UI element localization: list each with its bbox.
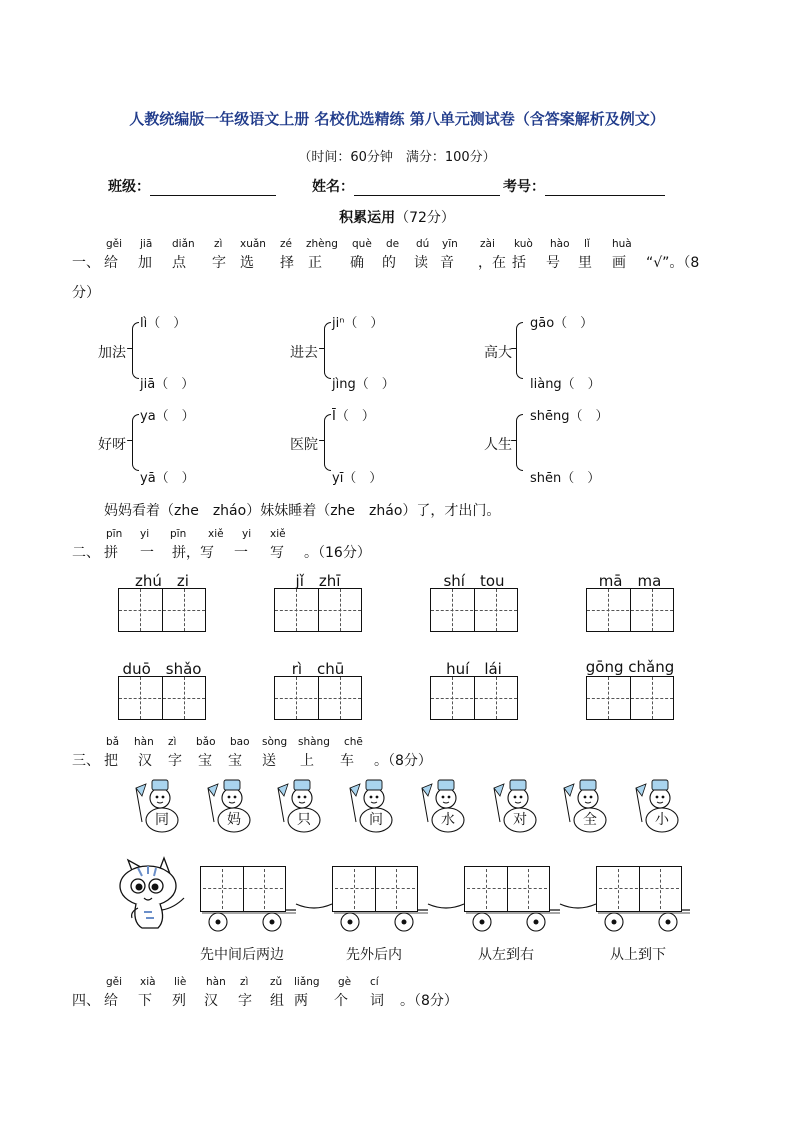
q3-char: 把 — [104, 753, 118, 769]
grid-guide — [396, 869, 397, 909]
q1-char: 字 — [212, 255, 226, 271]
q1-char: 确 — [350, 255, 364, 271]
tian-grid[interactable] — [430, 676, 518, 720]
grid-guide — [275, 610, 361, 611]
q1-pinyin: zhèng — [306, 238, 338, 250]
q3-char: 字 — [168, 753, 182, 769]
q1-word: 人生 — [484, 437, 512, 453]
q1-pinyin: kuò — [514, 238, 533, 250]
q1-pinyin: huà — [612, 238, 632, 250]
q4-pinyin: liè — [174, 976, 187, 988]
exam-no-blank[interactable] — [545, 181, 665, 196]
train-car-grid[interactable] — [596, 866, 682, 912]
q3-pinyin: bǎ — [106, 736, 120, 748]
q2-pinyin: xiě — [270, 528, 286, 540]
q1-option-bottom[interactable]: liàng（ ） — [530, 377, 601, 392]
q1-pinyin: zé — [280, 238, 292, 250]
grid-divider — [639, 867, 640, 911]
q1-word: 医院 — [290, 437, 318, 453]
grid-guide — [660, 869, 661, 909]
q3-char: 车 — [340, 753, 354, 769]
q1-pinyin: zài — [480, 238, 495, 250]
q1-option-top[interactable]: Ī（ ） — [332, 409, 375, 424]
grid-guide — [335, 888, 415, 889]
q2-char: 。（16分） — [304, 545, 371, 561]
q2-pinyin-word: huí lái — [446, 660, 502, 678]
train-car-grid[interactable] — [332, 866, 418, 912]
q2-pinyin: yi — [140, 528, 150, 540]
q2-char: 写 — [270, 545, 284, 561]
snowman-character[interactable]: 全 — [583, 812, 597, 828]
q1-option-bottom[interactable]: shēn（ ） — [530, 471, 601, 486]
q1-number: 一、 — [72, 255, 100, 271]
tian-grid[interactable] — [274, 588, 362, 632]
q4-pinyin: gè — [338, 976, 352, 988]
q1-pinyin: gěi — [106, 238, 123, 250]
grid-divider — [375, 867, 376, 911]
name-field — [312, 176, 500, 196]
q1-char: 括 — [512, 255, 526, 271]
q1-option-bottom[interactable]: yā（ ） — [140, 471, 195, 486]
q4-char: 给 — [104, 993, 118, 1009]
q4-char: 两 — [294, 993, 308, 1009]
class-label: 班级： — [108, 179, 150, 195]
q4-char: 字 — [238, 993, 252, 1009]
brace-top — [516, 322, 523, 349]
q1-char: ，在 — [478, 255, 506, 271]
grid-guide — [354, 869, 355, 909]
snowman-character[interactable]: 水 — [441, 812, 455, 828]
q1-word: 高大 — [484, 345, 512, 361]
q4-pinyin: liǎng — [294, 976, 320, 988]
section-title: 积累运用 — [339, 210, 396, 226]
q4-char: 下 — [138, 993, 152, 1009]
tian-grid[interactable] — [274, 676, 362, 720]
name-blank[interactable] — [354, 181, 500, 196]
q1-option-bottom[interactable]: jìng（ ） — [332, 377, 395, 392]
q2-pinyin-word: zhú zi — [135, 572, 189, 590]
q1-pinyin: hào — [550, 238, 570, 250]
brace-bottom — [132, 440, 139, 471]
q2-pinyin-word: rì chū — [291, 660, 345, 678]
q1-option-top[interactable]: shēng（ ） — [530, 409, 609, 424]
q3-number: 三、 — [72, 753, 100, 769]
q2-pinyin: xiě — [208, 528, 224, 540]
grid-divider — [507, 867, 508, 911]
q1-char: 加 — [138, 255, 152, 271]
q3-char: 汉 — [138, 753, 152, 769]
q1-char: 给 — [104, 255, 118, 271]
q1-char: 的 — [382, 255, 396, 271]
q4-pinyin: hàn — [206, 976, 226, 988]
brace-bottom — [324, 440, 331, 471]
brace-top — [516, 414, 523, 441]
tian-grid[interactable] — [118, 676, 206, 720]
q2-char: 拼，写 — [172, 545, 214, 561]
train-car-label: 从上到下 — [610, 947, 666, 963]
q4-char: 个 — [334, 993, 348, 1009]
brace-top — [324, 414, 331, 441]
q1-pinyin: què — [352, 238, 372, 250]
q4-pinyin: gěi — [106, 976, 123, 988]
q1-char: 画 — [612, 255, 626, 271]
q1-pinyin: jiā — [140, 238, 153, 250]
q2-pinyin-word: mā ma — [598, 572, 662, 590]
q3-char: 宝 — [228, 753, 242, 769]
brace-top — [132, 322, 139, 349]
q1-pinyin: lǐ — [584, 238, 590, 250]
grid-guide — [264, 869, 265, 909]
name-label: 姓名： — [312, 179, 354, 195]
q1-char: 音 — [440, 255, 454, 271]
grid-guide — [119, 698, 205, 699]
grid-guide — [203, 888, 283, 889]
grid-guide — [222, 869, 223, 909]
grid-guide — [486, 869, 487, 909]
snowman-character[interactable]: 小 — [655, 812, 669, 828]
grid-guide — [431, 698, 517, 699]
q1-sentence: 妈妈看着（zhe zháo）妹妹睡着（zhe zháo）了，才出门。 — [104, 503, 501, 519]
q1-option-top[interactable]: ya（ ） — [140, 409, 195, 424]
cat-illustration — [108, 846, 198, 936]
q1-pinyin: yīn — [442, 238, 458, 250]
q2-pinyin: yi — [242, 528, 252, 540]
grid-guide — [528, 869, 529, 909]
q3-char: 送 — [262, 753, 276, 769]
q1-word: 好呀 — [98, 437, 126, 453]
grid-guide — [587, 610, 673, 611]
q1-char: 读 — [414, 255, 428, 271]
q2-pinyin-word: jǐ zhī — [295, 572, 341, 590]
brace-bottom — [516, 348, 523, 379]
brace-bottom — [516, 440, 523, 471]
train-car-grid[interactable] — [464, 866, 550, 912]
q1-word: 进去 — [290, 345, 318, 361]
q1-char: 正 — [308, 255, 322, 271]
q1-pinyin: dú — [416, 238, 430, 250]
q1-char: 点 — [172, 255, 186, 271]
tian-grid[interactable] — [586, 676, 674, 720]
exam-no-label: 考号： — [503, 179, 545, 195]
brace-top — [324, 322, 331, 349]
snowman-character[interactable]: 对 — [513, 812, 527, 828]
tian-grid[interactable] — [118, 588, 206, 632]
q1-option-bottom[interactable]: jiā（ ） — [140, 377, 195, 392]
section-points: （72分） — [395, 210, 455, 226]
brace-top — [132, 414, 139, 441]
q1-char: “√”。（8 — [646, 255, 700, 271]
q3-char: 宝 — [198, 753, 212, 769]
time-score-info: （时间：60分钟 满分：100分） — [298, 150, 496, 165]
q1-char: 号 — [546, 255, 560, 271]
q2-number: 二、 — [72, 545, 100, 561]
grid-guide — [431, 610, 517, 611]
q1-pinyin: diǎn — [172, 238, 195, 250]
q2-char: 一 — [140, 545, 154, 561]
snowman-character[interactable]: 问 — [369, 812, 383, 828]
q4-char: 列 — [172, 993, 186, 1009]
q4-pinyin: zì — [240, 976, 249, 988]
q1-option-top[interactable]: gāo（ ） — [530, 316, 594, 331]
grid-guide — [599, 888, 679, 889]
q4-char: 汉 — [204, 993, 218, 1009]
q3-char: 。（8分） — [374, 753, 432, 769]
train-car-label: 先中间后两边 — [200, 947, 284, 963]
q4-char: 。（8分） — [400, 993, 458, 1009]
tian-grid[interactable] — [430, 588, 518, 632]
q4-pinyin: xià — [140, 976, 156, 988]
grid-guide — [587, 698, 673, 699]
q1-pinyin: zì — [214, 238, 223, 250]
train-car-grid[interactable] — [200, 866, 286, 912]
q2-pinyin-word: shí tou — [443, 572, 505, 590]
brace-bottom — [324, 348, 331, 379]
q1-pinyin: de — [386, 238, 400, 250]
exam-no-field — [503, 176, 665, 196]
brace-bottom — [132, 348, 139, 379]
q2-pinyin-word: duō shǎo — [122, 660, 202, 678]
q1-pinyin: xuǎn — [240, 238, 266, 250]
grid-divider — [243, 867, 244, 911]
grid-guide — [119, 610, 205, 611]
q3-pinyin: zì — [168, 736, 177, 748]
train-car-label: 从左到右 — [478, 947, 534, 963]
q1-char: 择 — [280, 255, 294, 271]
snowman-character[interactable]: 同 — [155, 812, 169, 828]
grid-guide — [275, 698, 361, 699]
q1-option-top[interactable]: lì（ ） — [140, 316, 187, 331]
q1-option-bottom[interactable]: yī（ ） — [332, 471, 383, 486]
train-car-label: 先外后内 — [346, 947, 402, 963]
section-heading — [0, 207, 794, 227]
q3-pinyin: sòng — [262, 736, 288, 748]
q4-number: 四、 — [72, 993, 100, 1009]
class-field — [108, 176, 276, 196]
class-blank[interactable] — [150, 181, 276, 196]
q3-pinyin: bao — [230, 736, 250, 748]
q4-pinyin: cí — [370, 976, 379, 988]
q3-pinyin: bǎo — [196, 736, 216, 748]
q1-option-top[interactable]: jiⁿ（ ） — [332, 316, 384, 331]
q2-char: 一 — [234, 545, 248, 561]
document-title: 人教统编版一年级语文上册 名校优选精练 第八单元测试卷（含答案解析及例文） — [129, 110, 665, 128]
q2-pinyin-word: gōng chǎng — [585, 658, 675, 676]
q4-char: 词 — [370, 993, 384, 1009]
q2-pinyin: pīn — [170, 528, 187, 540]
q2-char: 拼 — [104, 545, 118, 561]
snowman-character[interactable]: 只 — [297, 812, 311, 828]
q4-char: 组 — [270, 993, 284, 1009]
q4-pinyin: zǔ — [270, 976, 283, 988]
q1-continuation: 分） — [72, 285, 100, 301]
q2-pinyin: pīn — [106, 528, 123, 540]
q1-char: 里 — [578, 255, 592, 271]
grid-guide — [467, 888, 547, 889]
q1-word: 加法 — [98, 345, 126, 361]
q3-pinyin: chē — [344, 736, 363, 748]
q3-char: 上 — [300, 753, 314, 769]
q3-pinyin: shàng — [298, 736, 330, 748]
grid-guide — [618, 869, 619, 909]
q3-pinyin: hàn — [134, 736, 154, 748]
q1-char: 选 — [240, 255, 254, 271]
snowman-character[interactable]: 妈 — [227, 812, 241, 828]
tian-grid[interactable] — [586, 588, 674, 632]
